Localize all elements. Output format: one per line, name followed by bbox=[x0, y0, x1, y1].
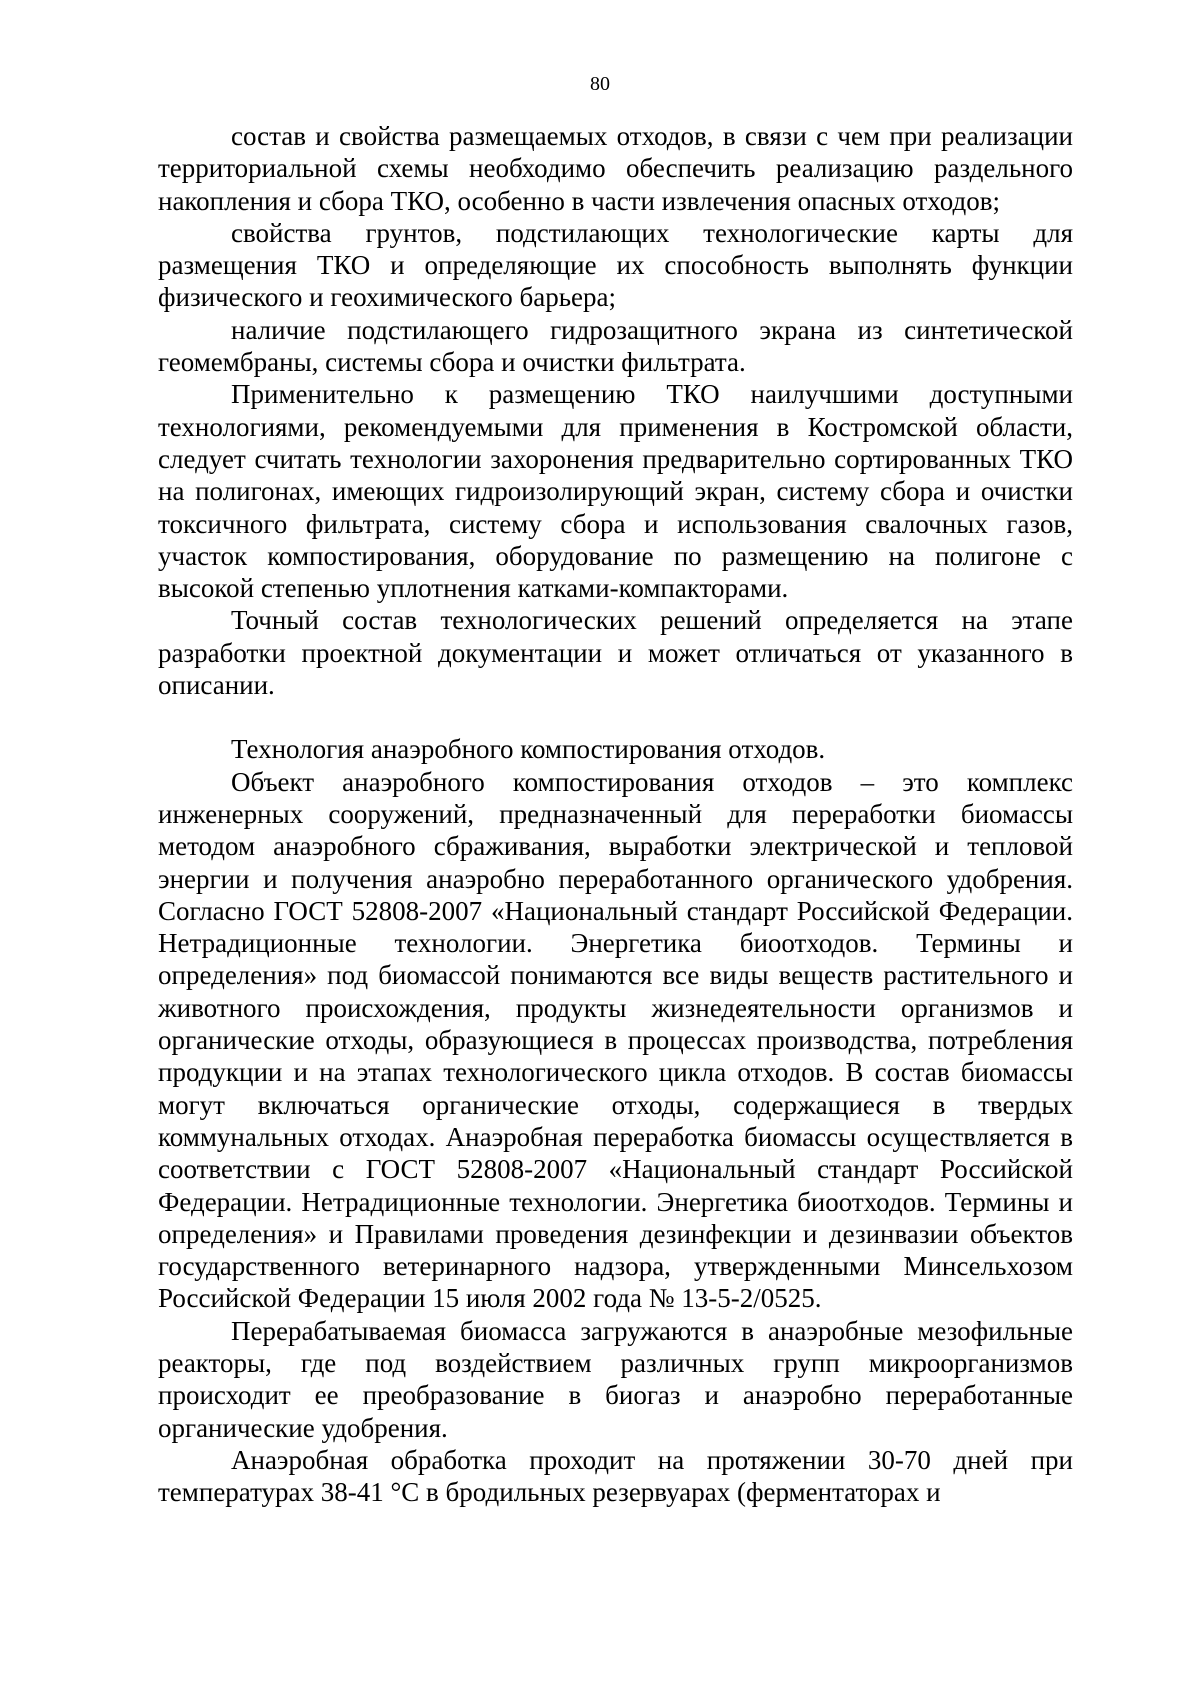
paragraph-biomass-reactors: Перерабатываемая биомасса загружаются в анаэробные мезофильные реакторы, где под воздействием различных групп микроорганизмов происходит ее преобразование в биогаз и анаэробно переработанные органические удобрения. bbox=[158, 1315, 1073, 1443]
paragraph-geomembrane: наличие подстилающего гидрозащитного экрана из синтетической геомембраны, системы сбора и очистки фильтрата. bbox=[158, 314, 1073, 378]
paragraph-anaerobic-facility: Объект анаэробного компостирования отходов – это комплекс инженерных сооружений, предназначенный для переработки биомассы методом анаэробного сбраживания, выработки электрической и тепловой энергии и получения анаэробно переработанного органического удобрения. Согласно ГОСТ 52808-2007 «Национальный стандарт Российской Федерации. Нетрадиционные технологии. Энергетика биоотходов. Термины и определения» под биомассой понимаются все виды веществ растительного и животного происхождения, продукты жизнедеятельности организмов и органические отходы, образующиеся в процессах производства, потребления продукции и на этапах технологического цикла отходов. В состав биомассы могут включаться органические отходы, содержащиеся в твердых коммунальных отходах. Анаэробная переработка биомассы осуществляется в соответствии с ГОСТ 52808-2007 «Национальный стандарт Российской Федерации. Нетрадиционные технологии. Энергетика биоотходов. Термины и определения» и Правилами проведения дезинфекции и дезинвазии объектов государственного ветеринарного надзора, утвержденными Минсельхозом Российской Федерации 15 июля 2002 года № 13-5-2/0525. bbox=[158, 766, 1073, 1314]
document-body bbox=[158, 120, 1073, 1508]
page-number: 80 bbox=[590, 73, 610, 95]
section-heading: Технология анаэробного компостирования отходов. bbox=[231, 734, 826, 765]
paragraph-soil-properties: свойства грунтов, подстилающих технологические карты для размещения ТКО и определяющие их способность выполнять функции физического и геохимического барьера; bbox=[158, 217, 1073, 313]
paragraph-technical-solutions: Точный состав технологических решений определяется на этапе разработки проектной документации и может отличаться от указанного в описании. bbox=[158, 605, 1073, 701]
paragraph-spacer bbox=[158, 701, 1073, 733]
paragraph-waste-composition: состав и свойства размещаемых отходов, в связи с чем при реализации территориальной схемы необходимо обеспечить реализацию раздельного накопления и сбора ТКО, особенно в части извлечения опасных отходов; bbox=[158, 121, 1073, 216]
paragraph-best-technologies: Применительно к размещению ТКО наилучшими доступными технологиями, рекомендуемыми для применения в Костромской области, следует считать технологии захоронения предварительно сортированных ТКО на полигонах, имеющих гидроизолирующий экран, систему сбора и очистки токсичного фильтрата, систему сбора и использования свалочных газов, участок компостирования, оборудование по размещению на полигоне с высокой степенью уплотнения катками-компакторами. bbox=[158, 379, 1073, 604]
paragraph-anaerobic-duration: Анаэробная обработка проходит на протяжении 30-70 дней при температурах 38-41 °С в бродильных резервуарах (ферментаторах и bbox=[158, 1444, 1073, 1508]
